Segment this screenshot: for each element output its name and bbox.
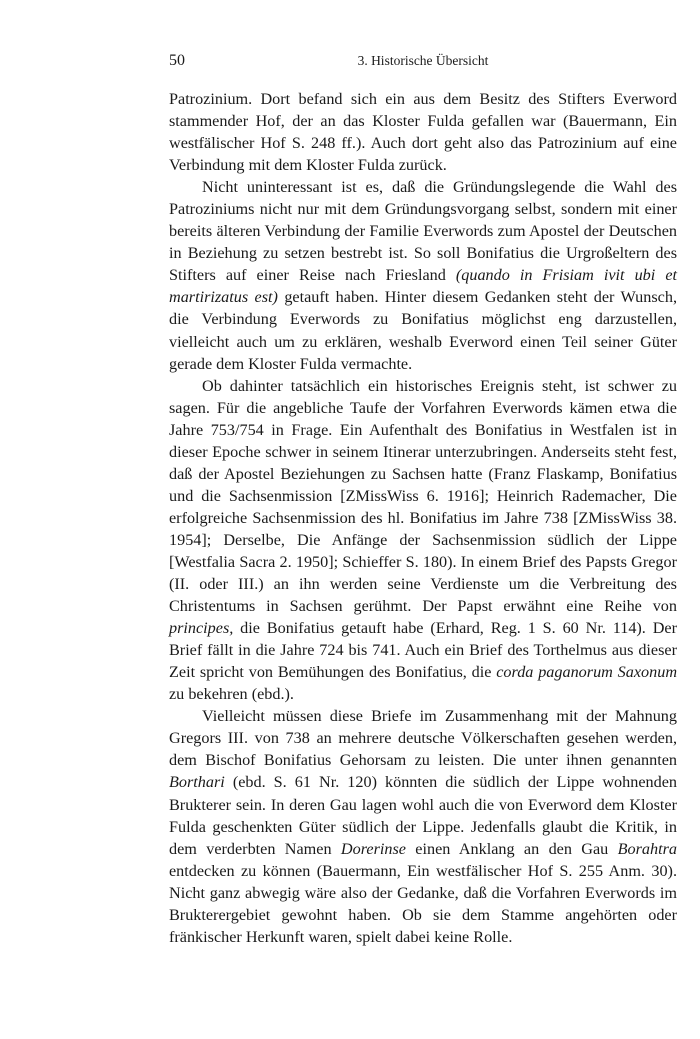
paragraph bbox=[169, 705, 677, 948]
paragraph bbox=[169, 88, 677, 176]
italic-phrase: Borthari bbox=[169, 773, 225, 792]
text-run: Ob dahinter tatsächlich ein historisches Ereignis steht, ist schwer zu sagen. Für die angebliche Taufe der Vorfahren Everwords kämen etwa die Jahre 753/754 in Frage. Ein Aufenthalt des Bonifatius in Westfalen ist in dieser Epoche schwer in seinem Itinerar unterzubringen. Anderseits steht fest, daß der Apostel Beziehungen zu Sachsen hatte (Franz Flaskamp, Bonifatius und die Sachsenmission [ZMissWiss 6. 1916]; Heinrich Rademacher, Die erfolgreiche Sachsenmission des hl. Bonifatius im Jahre 738 [ZMissWiss 38. 1954]; Derselbe, Die Anfänge der Sachsenmission südlich der Lippe [Westfalia Sacra 2. 1950]; Schieffer S. 180). In einem Brief des Papsts Gregor (II. oder III.) an ihn werden seine Verdienste um die Verbreitung des Christentums in Sachsen gerühmt. Der Papst erwähnt eine Reihe von bbox=[169, 376, 677, 616]
page-number: 50 bbox=[169, 52, 185, 69]
italic-phrase: Borahtra bbox=[617, 839, 678, 858]
text-run: einen Anklang an den Gau bbox=[405, 839, 618, 858]
text-run: getauft haben. Hinter diesem Gedanken steht der Wunsch, die Verbindung Everwords zu Bonifatius möglichst eng darzustellen, vielleicht auch um zu erklären, weshalb Everword einen Teil seiner Güter gerade dem Kloster Fulda vermachte. bbox=[169, 288, 677, 373]
body-text bbox=[169, 88, 677, 948]
text-run: Nicht uninteressant ist es, daß die Gründungslegende die Wahl des Patroziniums nicht nur mit dem Gründungsvorgang selbst, sondern mit einer bereits älteren Verbindung der Familie Everwords zum Apostel der Deutschen in Beziehung zu setzen bestrebt ist. So soll Bonifatius die Urgroßeltern des Stifters auf einer Reise nach Friesland bbox=[169, 178, 677, 285]
italic-phrase: Dorerinse bbox=[340, 839, 406, 858]
paragraph bbox=[169, 375, 677, 706]
text-run: (ebd. S. 61 Nr. 120) könnten die südlich der Lippe wohnenden Brukterer sein. In deren Gau lagen wohl auch die von Everword dem Kloster Fulda geschenkten Güter südlich der Lippe. Jedenfalls glaubt die Kritik, in dem verderbten Namen bbox=[169, 773, 677, 858]
text-run: Vielleicht müssen diese Briefe im Zusammenhang mit der Mahnung Gregors III. von 738 an mehrere deutsche Völkerschaften gesehen werden, dem Bischof Bonifatius Gehorsam zu leisten. Die unter ihnen genannten bbox=[169, 707, 677, 770]
text-run: die Bonifatius getauft habe (Erhard, Reg. 1 S. 60 Nr. 114). Der Brief fällt in die Jahre 724 bis 741. Auch ein Brief des Torthelmus aus dieser Zeit spricht von Bemühungen des Bonifatius, die bbox=[169, 619, 677, 682]
italic-phrase: principes, bbox=[169, 619, 234, 638]
text-run: entdecken zu können (Bauermann, Ein westfälischer Hof S. 255 Anm. 30). Nicht ganz abwegig wäre also der Gedanke, daß die Vorfahren Everwords im Brukterergebiet gewohnt haben. Ob sie dem Stamme angehörten oder fränkischer Herkunft waren, spielt dabei keine Rolle. bbox=[169, 861, 677, 946]
italic-phrase: (quando in Frisiam ivit ubi et martirizatus est) bbox=[169, 266, 677, 307]
page-header bbox=[169, 52, 677, 76]
italic-phrase: corda paganorum Saxonum bbox=[496, 663, 678, 682]
text-run: zu bekehren (ebd.). bbox=[169, 685, 294, 704]
running-title: 3. Historische Übersicht bbox=[357, 53, 489, 68]
text-run: Patrozinium. Dort befand sich ein aus dem Besitz des Stifters Everword stammender Hof, der an das Kloster Fulda gefallen war (Bauermann, Ein westfälischer Hof S. 248 ff.). Auch dort geht also das Patrozinium auf eine Verbindung mit dem Kloster Fulda zurück. bbox=[169, 90, 677, 175]
paragraph bbox=[169, 176, 677, 374]
